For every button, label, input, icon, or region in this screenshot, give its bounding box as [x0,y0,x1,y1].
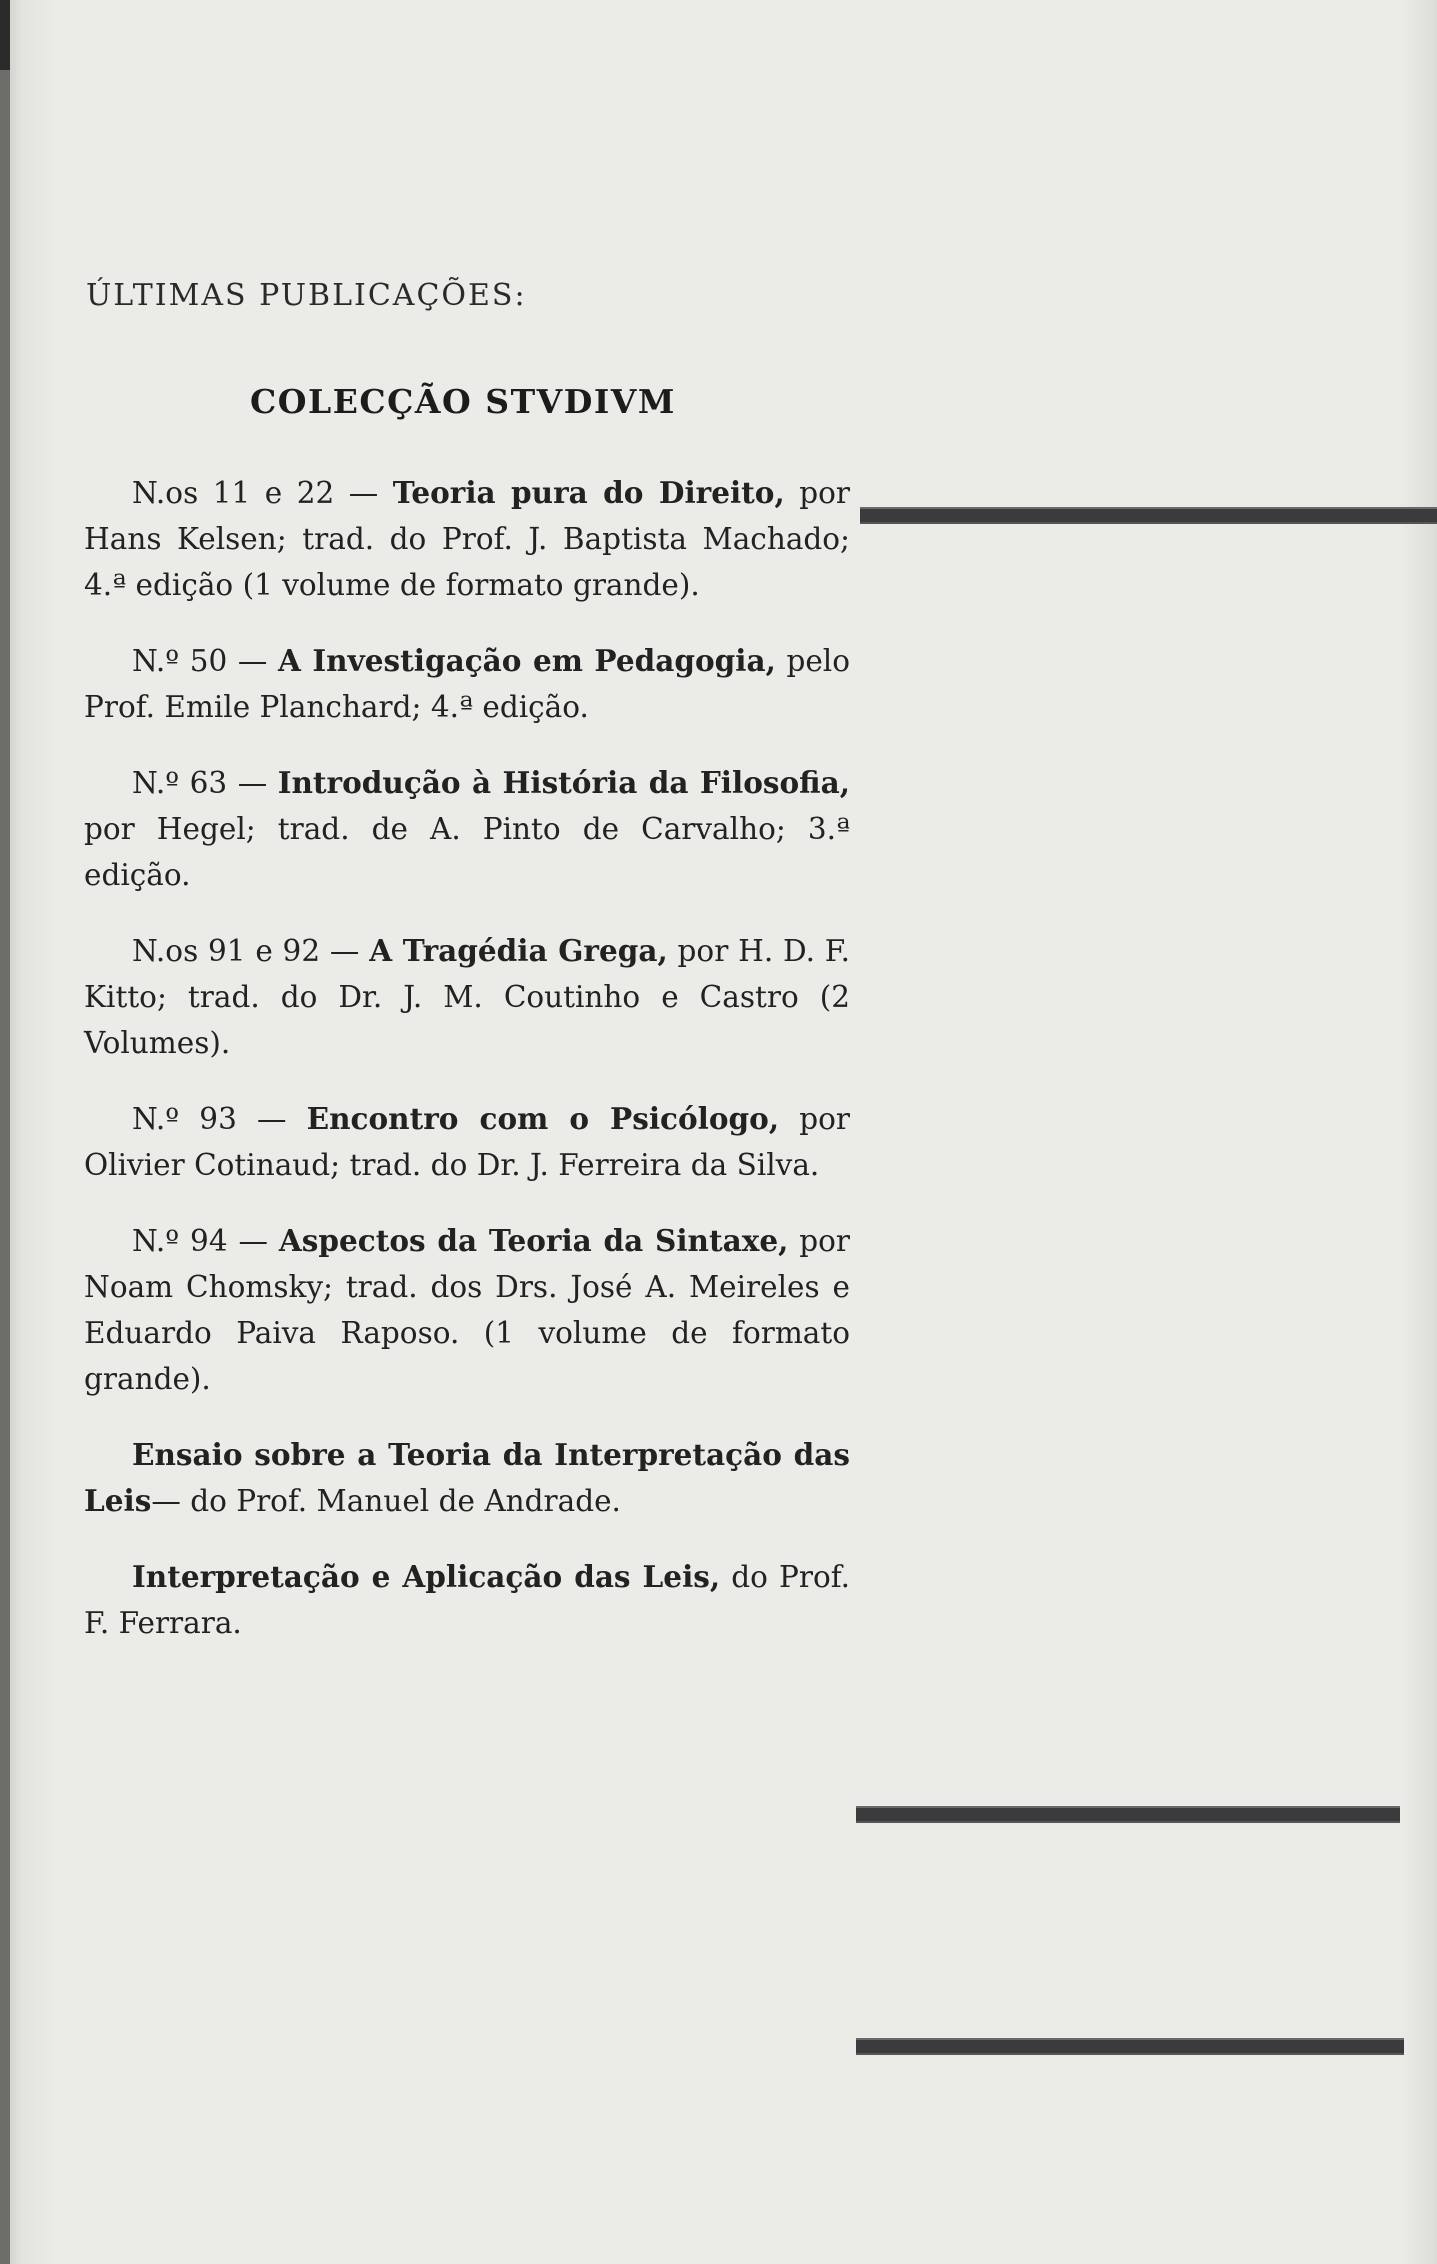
page-heading: ÚLTIMAS PUBLICAÇÕES: [86,278,527,313]
entry-number: N.º 50 — [132,644,278,678]
list-item [84,470,850,608]
entry-details: pelo Prof. Emile Planchard; 4.ª edição. [84,644,850,724]
decorative-rule-bottom [856,2038,1404,2055]
list-item [84,638,850,730]
decorative-rule-middle [856,1806,1400,1823]
entry-title: Encontro com o Psicólogo, [306,1101,780,1136]
entry-title: Aspectos da Teoria da Sintaxe, [278,1223,789,1258]
collection-title: COLECÇÃO STVDIVM [250,382,676,421]
entry-number: N.os 91 e 92 — [132,934,370,968]
entry-details: por Olivier Cotinaud; trad. do Dr. J. Ferreira da Silva. [84,1102,851,1182]
decorative-rule-top [860,507,1437,524]
list-item [84,1218,850,1402]
publication-list [84,470,850,1676]
entry-title: Ensaio sobre a Teoria da Interpretação das Leis [84,1437,850,1518]
entry-title: Introdução à História da Filosofia, [277,765,850,800]
entry-title: A Investigação em Pedagogia, [278,643,776,678]
entry-title: Teoria pura do Direito, [392,475,785,510]
entry-number: N.º 93 — [132,1102,307,1136]
entry-details: — do Prof. Manuel de Andrade. [151,1484,621,1518]
page-edge-shadow [0,0,10,2264]
entry-title: Interpretação e Aplicação das Leis, [132,1559,721,1594]
entry-details: por Noam Chomsky; trad. dos Drs. José A. Meireles e Eduardo Paiva Raposo. (1 volume de formato grande). [84,1224,850,1396]
entry-number: N.º 63 — [132,766,278,800]
page-corner-shadow [0,0,10,70]
entry-number: N.º 94 — [132,1224,279,1258]
entry-title: A Tragédia Grega, [369,933,668,968]
entry-number: N.os 11 e 22 — [132,476,393,510]
list-item [84,928,850,1066]
list-item [84,1096,850,1188]
list-item [84,760,850,898]
list-item [84,1554,850,1646]
entry-details: por Hans Kelsen; trad. do Prof. J. Baptista Machado; 4.ª edição (1 volume de formato grande). [84,476,851,602]
entry-details: do Prof. F. Ferrara. [84,1560,851,1640]
entry-details: por Hegel; trad. de A. Pinto de Carvalho; 3.ª edição. [84,812,850,892]
list-item [84,1432,850,1524]
entry-details: por H. D. F. Kitto; trad. do Dr. J. M. Coutinho e Castro (2 Volumes). [84,934,850,1060]
